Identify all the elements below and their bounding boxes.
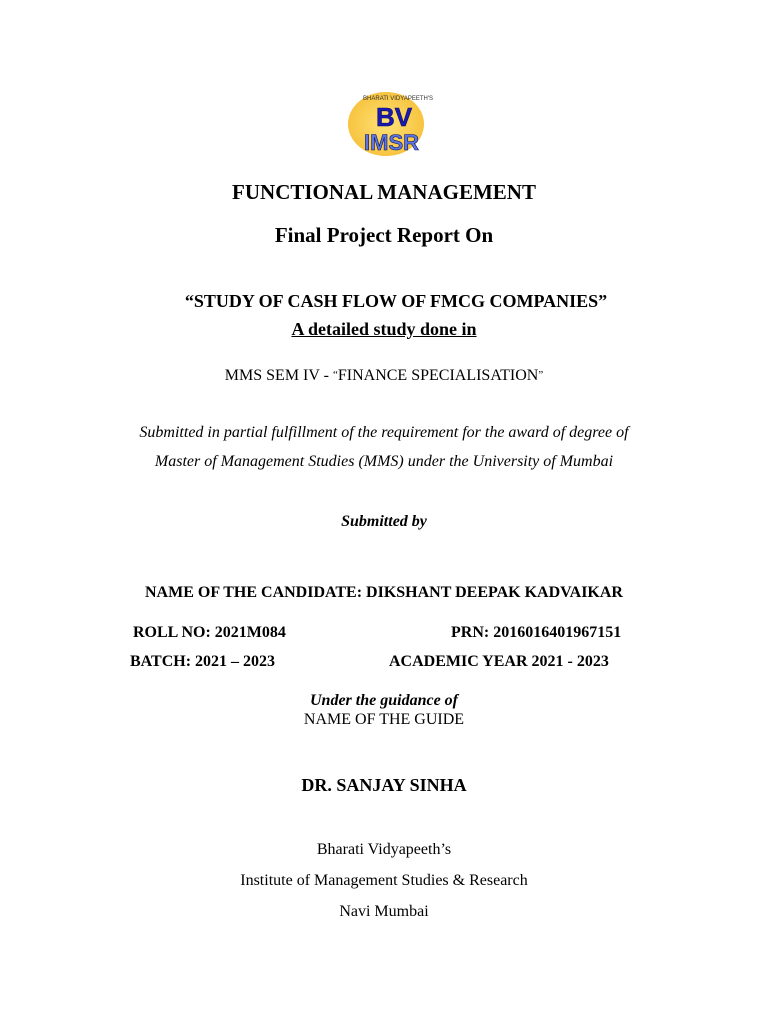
guidance-label: Under the guidance of bbox=[310, 692, 458, 709]
course-line bbox=[0, 367, 768, 385]
project-detail-text: A detailed study done in bbox=[291, 319, 477, 339]
project-detail-line bbox=[0, 319, 768, 340]
roll-number: ROLL NO: 2021M084 bbox=[133, 624, 286, 641]
open-quote: “ bbox=[332, 369, 338, 381]
batch: BATCH: 2021 – 2023 bbox=[130, 653, 276, 670]
logo-letters-top: BV bbox=[376, 102, 413, 132]
logo-top-text: BHARATI VIDYAPEETH'S bbox=[363, 96, 433, 102]
institute-logo bbox=[340, 88, 452, 160]
close-quote: ” bbox=[538, 369, 544, 381]
submission-line-1: Submitted in partial fulfillment of the requirement for the award of degree of bbox=[139, 424, 629, 441]
report-category-title: FUNCTIONAL MANAGEMENT bbox=[232, 180, 536, 204]
institute-line-3: Navi Mumbai bbox=[339, 903, 429, 920]
guide-name: DR. SANJAY SINHA bbox=[301, 775, 467, 795]
candidate-name: NAME OF THE CANDIDATE: DIKSHANT DEEPAK KADVAIKAR bbox=[145, 584, 623, 601]
submitted-by-label: Submitted by bbox=[341, 513, 427, 530]
submission-line-2: Master of Management Studies (MMS) under the University of Mumbai bbox=[154, 453, 614, 470]
project-title: “STUDY OF CASH FLOW OF FMCG COMPANIES” bbox=[184, 291, 608, 311]
institute-line-1: Bharati Vidyapeeth’s bbox=[316, 841, 452, 858]
logo-letters-bottom: IMSR bbox=[364, 130, 419, 155]
guide-label: NAME OF THE GUIDE bbox=[303, 711, 465, 728]
course-prefix: MMS SEM IV - bbox=[224, 367, 333, 384]
prn-number: PRN: 2016016401967151 bbox=[451, 624, 622, 641]
institute-line-2: Institute of Management Studies & Research bbox=[240, 872, 528, 889]
academic-year: ACADEMIC YEAR 2021 - 2023 bbox=[389, 653, 609, 670]
report-subtitle: Final Project Report On bbox=[274, 223, 494, 247]
specialisation: FINANCE SPECIALISATION bbox=[337, 367, 539, 384]
